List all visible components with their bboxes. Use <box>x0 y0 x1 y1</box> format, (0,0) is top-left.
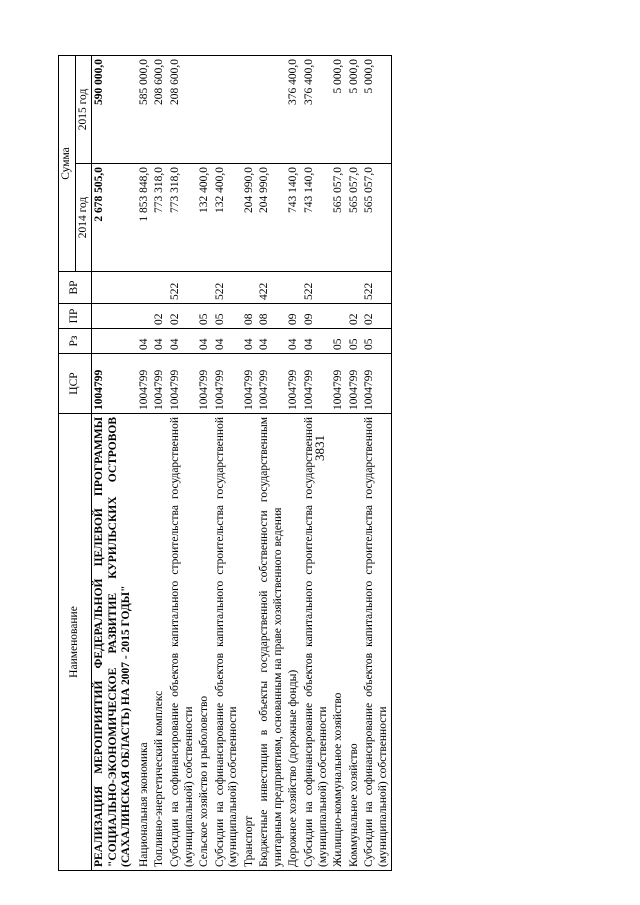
header-vr: ВР <box>59 272 92 304</box>
header-csr: ЦСР <box>59 354 92 414</box>
row-rz-cell: 04 <box>152 329 168 354</box>
header-name: Наименование <box>59 414 92 871</box>
row-pr-cell: 09 <box>302 304 331 329</box>
row-2014-cell: 565 057,0 <box>331 164 347 272</box>
header-sum: Сумма <box>59 55 76 271</box>
row-rz-cell: 04 <box>197 329 213 354</box>
header-2015: 2015 год <box>75 55 92 163</box>
table-row <box>242 55 258 870</box>
row-pr-cell: 02 <box>362 304 392 329</box>
row-name-cell: Национальная экономика <box>137 414 153 871</box>
row-vr-cell: 522 <box>362 272 392 304</box>
row-csr-cell: 1004799 <box>213 354 242 414</box>
row-name-cell: Транспорт <box>242 414 258 871</box>
row-csr-cell: 1004799 <box>152 354 168 414</box>
row-rz-cell: 04 <box>286 329 302 354</box>
row-2015-cell: 208 600,0 <box>168 55 197 163</box>
row-pr-cell: 02 <box>347 304 363 329</box>
header-rz: Рз <box>59 329 92 354</box>
table-row <box>286 55 302 870</box>
row-csr-cell: 1004799 <box>197 354 213 414</box>
table-row <box>213 55 242 870</box>
row-pr-cell: 05 <box>213 304 242 329</box>
rotated-page-content <box>58 56 595 871</box>
row-name-cell: Коммунальное хозяйство <box>347 414 363 871</box>
row-2014-cell: 2 678 505,0 <box>92 164 137 272</box>
row-2014-cell: 773 318,0 <box>168 164 197 272</box>
table-row <box>168 55 197 870</box>
row-rz-cell: 04 <box>137 329 153 354</box>
table-row <box>257 55 286 870</box>
row-name-cell: Субсидии на софинансирование объектов капитального строительства государственной (муниципальной) собственности <box>302 414 331 871</box>
row-name-cell: Жилищно-коммунальное хозяйство <box>331 414 347 871</box>
table-row <box>331 55 347 870</box>
row-2014-cell: 1 853 848,0 <box>137 164 153 272</box>
row-2014-cell: 773 318,0 <box>152 164 168 272</box>
row-csr-cell: 1004799 <box>347 354 363 414</box>
row-csr-cell: 1004799 <box>242 354 258 414</box>
row-2015-cell: 376 400,0 <box>286 55 302 163</box>
row-rz-cell: 05 <box>347 329 363 354</box>
row-name-cell: Топливно-энергетический комплекс <box>152 414 168 871</box>
page-number: 3831 <box>312 435 327 461</box>
row-pr-cell: 08 <box>242 304 258 329</box>
row-vr-cell <box>92 272 137 304</box>
table-row <box>152 55 168 870</box>
row-vr-cell <box>197 272 213 304</box>
row-2015-cell: 5 000,0 <box>331 55 347 163</box>
row-2015-cell <box>213 55 242 163</box>
row-rz-cell: 04 <box>257 329 286 354</box>
row-csr-cell: 1004799 <box>362 354 392 414</box>
header-pr: ПР <box>59 304 92 329</box>
table-row <box>197 55 213 870</box>
row-name-cell: Бюджетные инвестиции в объекты государственной собственности государственным унитарным предприятиям, основанным на праве хозяйственного ведения <box>257 414 286 871</box>
row-name-cell: Сельское хозяйство и рыболовство <box>197 414 213 871</box>
row-vr-cell <box>286 272 302 304</box>
row-2015-cell <box>242 55 258 163</box>
row-pr-cell <box>92 304 137 329</box>
row-2014-cell: 204 990,0 <box>257 164 286 272</box>
row-vr-cell: 522 <box>302 272 331 304</box>
row-name-cell: РЕАЛИЗАЦИЯ МЕРОПРИЯТИЙ ФЕДЕРАЛЬНОЙ ЦЕЛЕВОЙ ПРОГРАММЫ "СОЦИАЛЬНО-ЭКОНОМИЧЕСКОЕ РАЗВИТИЕ КУРИЛЬСКИХ ОСТРОВОВ (САХАЛИНСКАЯ ОБЛАСТЬ) НА 2007 - 2015 ГОДЫ" <box>92 414 137 871</box>
row-name-cell: Субсидии на софинансирование объектов капитального строительства государственной (муниципальной) собственности <box>362 414 392 871</box>
table-row <box>362 55 392 870</box>
row-rz-cell: 05 <box>362 329 392 354</box>
row-2014-cell: 743 140,0 <box>302 164 331 272</box>
row-csr-cell: 1004799 <box>331 354 347 414</box>
row-pr-cell <box>137 304 153 329</box>
row-name-cell: Субсидии на софинансирование объектов капитального строительства государственной (муниципальной) собственности <box>213 414 242 871</box>
row-rz-cell: 04 <box>302 329 331 354</box>
row-rz-cell: 04 <box>168 329 197 354</box>
table-row <box>92 55 137 870</box>
table-header <box>59 55 92 870</box>
row-vr-cell: 422 <box>257 272 286 304</box>
row-2014-cell: 132 400,0 <box>213 164 242 272</box>
row-name-cell: Субсидии на софинансирование объектов капитального строительства государственной (муниципальной) собственности <box>168 414 197 871</box>
row-2015-cell: 5 000,0 <box>362 55 392 163</box>
row-vr-cell: 522 <box>213 272 242 304</box>
header-2014: 2014 год <box>75 164 92 272</box>
table-row <box>302 55 331 870</box>
row-pr-cell: 09 <box>286 304 302 329</box>
row-csr-cell: 1004799 <box>302 354 331 414</box>
row-2015-cell: 590 000,0 <box>92 55 137 163</box>
table-row <box>347 55 363 870</box>
row-csr-cell: 1004799 <box>257 354 286 414</box>
row-pr-cell <box>331 304 347 329</box>
row-vr-cell: 522 <box>168 272 197 304</box>
row-csr-cell: 1004799 <box>92 354 137 414</box>
row-2015-cell: 208 600,0 <box>152 55 168 163</box>
row-name-cell: Дорожное хозяйство (дорожные фонды) <box>286 414 302 871</box>
row-2014-cell: 565 057,0 <box>362 164 392 272</box>
table-body <box>92 55 392 870</box>
row-rz-cell <box>92 329 137 354</box>
row-rz-cell: 04 <box>213 329 242 354</box>
row-rz-cell: 05 <box>331 329 347 354</box>
row-2014-cell: 132 400,0 <box>197 164 213 272</box>
row-pr-cell: 05 <box>197 304 213 329</box>
row-csr-cell: 1004799 <box>137 354 153 414</box>
row-2014-cell: 743 140,0 <box>286 164 302 272</box>
row-rz-cell: 04 <box>242 329 258 354</box>
row-csr-cell: 1004799 <box>286 354 302 414</box>
row-vr-cell <box>347 272 363 304</box>
row-csr-cell: 1004799 <box>168 354 197 414</box>
row-vr-cell <box>242 272 258 304</box>
row-2014-cell: 204 990,0 <box>242 164 258 272</box>
row-2014-cell: 565 057,0 <box>347 164 363 272</box>
row-pr-cell: 02 <box>152 304 168 329</box>
row-2015-cell <box>197 55 213 163</box>
row-vr-cell <box>137 272 153 304</box>
row-vr-cell <box>152 272 168 304</box>
row-pr-cell: 08 <box>257 304 286 329</box>
row-2015-cell: 585 000,0 <box>137 55 153 163</box>
budget-table <box>58 55 392 871</box>
row-2015-cell <box>257 55 286 163</box>
table-row <box>137 55 153 870</box>
row-2015-cell: 5 000,0 <box>347 55 363 163</box>
row-vr-cell <box>331 272 347 304</box>
row-pr-cell: 02 <box>168 304 197 329</box>
row-2015-cell: 376 400,0 <box>302 55 331 163</box>
